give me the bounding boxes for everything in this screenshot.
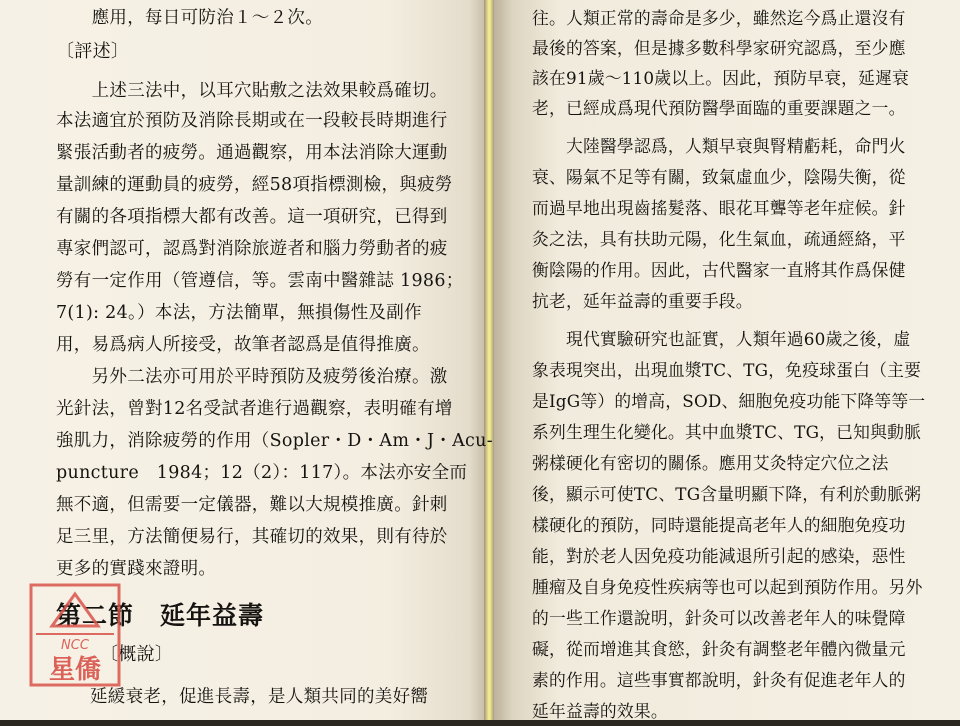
text-line: 光針法，曾對12名受試者進行過觀察，表明確有增 [56, 399, 453, 419]
text-line: 灸之法，具有扶助元陽，化生氣血，疏通經絡，平 [532, 229, 906, 249]
text-line: 延緩衰老，促進長壽，是人類共同的美好嚮 [90, 687, 429, 707]
text-line: 衰、陽氣不足等有關，致氣虛血少，陰陽失衡，從 [532, 167, 906, 187]
text-line: 往。人類正常的壽命是多少，雖然迄今爲止還沒有 [532, 8, 906, 28]
text-line: 更多的實踐來證明。 [56, 559, 217, 579]
text-line: 足三里，方法簡便易行，其確切的效果，則有待於 [56, 527, 448, 547]
stamp-icon [28, 582, 122, 688]
ncc-stamp-logo [28, 582, 122, 688]
text-line: 勞有一定作用（管遵信，等。雲南中醫雜誌 1986； [56, 271, 464, 291]
overview-heading: 〔概說〕 [100, 644, 174, 665]
stamp-bottom-text: 星僑 [48, 655, 102, 685]
text-line: 量訓練的運動員的疲勞，經58項指標測檢，與疲勞 [56, 175, 453, 195]
text-line: 專家們認可，認爲對消除旅遊者和腦力勞動者的疲 [56, 239, 448, 259]
text-line: 本法適宜於預防及消除長期或在一段較長時期進行 [56, 111, 448, 131]
text-line: 樣硬化的預防，同時還能提高老年人的細胞免疫功 [532, 515, 906, 535]
text-line: 能，對於老人因免疫功能減退所引起的感染，惡性 [532, 546, 906, 566]
text-line: 用，易爲病人所接受，故筆者認爲是值得推廣。 [56, 335, 430, 355]
text-line: 粥樣硬化有密切的關係。應用艾灸特定穴位之法 [532, 453, 889, 473]
comment-heading: 〔評述〕 [56, 41, 130, 62]
text-line: 後，顯示可使TC、TG含量明顯下降，有利於動脈粥 [532, 484, 922, 504]
text-line: 7(1): 24。）本法，方法簡單，無損傷性及副作 [56, 303, 422, 323]
text-line: 礙，從而增進其食慾，針灸有調整老年體內微量元 [532, 639, 906, 659]
text-line: 延年益壽的效果。 [532, 701, 668, 721]
text-line: 的一些工作還說明，針灸可以改善老年人的味覺障 [532, 608, 906, 628]
text-line: 衡陰陽的作用。因此，古代醫家一直將其作爲保健 [532, 260, 906, 280]
text-line: 應用，每日可防治１～２次。 [56, 8, 323, 28]
text-line: 該在91歲～110歲以上。因此，預防早衰，延遲衰 [532, 68, 910, 88]
text-line: puncture 1984；12（2）：117）。本法亦安全而 [56, 463, 468, 483]
text-line: 現代實驗研究也証實，人類年過60歲之後，虛 [532, 329, 911, 349]
text-line: 無不適，但需要一定儀器，難以大規模推廣。針刺 [56, 495, 448, 515]
stamp-top-text: NCC [61, 638, 89, 653]
section-number: 第二節 [56, 601, 135, 630]
text-line: 系列生理生化變化。其中血漿TC、TG，已知與動脈 [532, 422, 922, 442]
section-title: 延年益壽 [160, 601, 265, 630]
text-line: 而過早地出現齒搖髮落、眼花耳聾等老年症候。針 [532, 198, 906, 218]
text-line: 是IgG等）的增高，SOD、細胞免疫功能下降等等一 [532, 391, 926, 411]
text-line: 腫瘤及自身免疫性疾病等也可以起到預防作用。另外 [532, 577, 923, 597]
text-line: 象表現突出，出現血漿TC、TG，免疫球蛋白（主要 [532, 360, 922, 380]
text-line: 素的作用。這些事實都說明，針灸有促進老年人的 [532, 670, 906, 690]
text-line: 抗老，延年益壽的重要手段。 [532, 291, 753, 311]
text-line: 有關的各項指標大都有改善。這一項研究，已得到 [56, 207, 448, 227]
text-line: 大陸醫學認爲，人類早衰與腎精虧耗，命門火 [532, 136, 906, 156]
text-line: 強肌力，消除疲勞的作用（Sopler・D・Am・J・Acu- [56, 431, 493, 451]
text-line: 另外二法亦可用於平時預防及疲勞後治療。激 [56, 367, 448, 387]
text-line: 緊張活動者的疲勞。通過觀察，用本法消除大運動 [56, 143, 448, 163]
text-line: 最後的答案，但是據多數科學家研究認爲，至少應 [532, 38, 906, 58]
text-line: 老，已經成爲現代預防醫學面臨的重要課題之一。 [532, 98, 906, 118]
book-gutter [484, 0, 494, 720]
text-line: 上述三法中，以耳穴貼敷之法效果較爲確切。 [56, 81, 448, 101]
